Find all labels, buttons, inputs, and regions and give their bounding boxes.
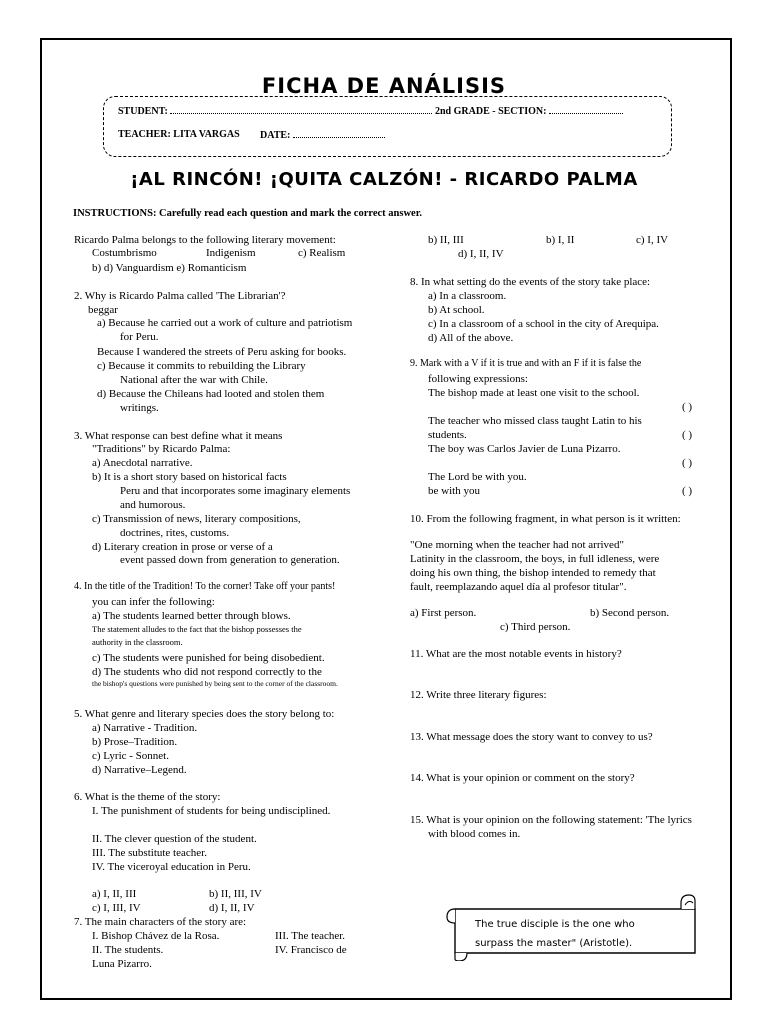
q3-option-d-cont: event passed down from generation to generation. [120,554,340,566]
q1-stem: Ricardo Palma belongs to the following literary movement: [74,234,336,246]
q7-stem: 7. The main characters of the story are: [74,916,247,928]
q15-stem-cont: with blood comes in. [428,828,521,840]
q5-option-d[interactable]: d) Narrative–Legend. [92,764,187,776]
q1-option-e[interactable]: d) I, II, IV [458,248,504,260]
q1-options-line: b) d) Vanguardism e) Romanticism [92,262,247,274]
q2-option-d[interactable]: d) Because the Chileans had looted and stolen them [97,388,325,400]
q7-item-iii: III. The teacher. [275,930,346,942]
q14-stem: 14. What is your opinion or comment on the story? [410,772,635,784]
q4-option-a[interactable]: a) The students learned better through blows. [92,610,291,622]
q9-stem: 9. Mark with a V if it is true and with an F if it is false the [410,358,642,369]
page-title: FICHA DE ANÁLISIS [261,74,507,98]
q10-stem: 10. From the following fragment, in what person is it written: [410,513,681,525]
date-field[interactable] [293,129,385,138]
q6-option-d[interactable]: d) I, II, IV [209,902,255,914]
quote-scroll [445,893,710,961]
q4-option-d-cont: the bishop's questions were punished by being sent to the corner of the classroom. [92,679,338,688]
q1-option-indigenism: Indigenism [206,247,256,259]
section-field[interactable] [549,105,623,114]
q2-option-b[interactable]: Because I wandered the streets of Peru asking for books. [97,346,347,358]
q4-option-d[interactable]: d) The students who did not respond correctly to the [92,666,322,678]
q10-quote-line4: fault, reemplazando aquel día al profesor titular". [410,581,627,593]
q2-option-d-cont: writings. [120,402,159,414]
q10-quote-line1: "One morning when the teacher had not arrived" [410,539,624,551]
q6-option-c[interactable]: c) I, III, IV [92,902,141,914]
q10-option-a[interactable]: a) First person. [410,607,477,619]
q9-answer-1[interactable]: ( ) [682,401,693,413]
q8-option-d[interactable]: d) All of the above. [428,332,514,344]
teacher-label: TEACHER: LITA VARGAS [118,129,240,140]
q2-option-c-cont: National after the war with Chile. [120,374,268,386]
q5-option-b[interactable]: b) Prose–Tradition. [92,736,178,748]
q3-option-b-cont: Peru and that incorporates some imaginary elements [120,485,351,497]
q9-statement-4: The Lord be with you. [428,471,527,483]
q5-option-c[interactable]: c) Lyric - Sonnet. [92,750,169,762]
q2-option-a-cont: for Peru. [120,331,159,343]
q5-stem: 5. What genre and literary species does the story belong to: [74,708,335,720]
q5-option-a[interactable]: a) Narrative - Tradition. [92,722,198,734]
student-label: STUDENT: [118,106,168,117]
q1-option-realism: c) Realism [298,247,346,259]
q10-option-c[interactable]: c) Third person. [500,621,571,633]
q1-option-b[interactable]: b) II, III [428,234,464,246]
q1-option-costumbrismo: Costumbrismo [92,247,157,259]
q6-stem: 6. What is the theme of the story: [74,791,221,803]
q12-stem: 12. Write three literary figures: [410,689,547,701]
q9-answer-3[interactable]: ( ) [682,457,693,469]
q3-stem-cont: "Traditions" by Ricardo Palma: [92,443,231,455]
q4-stem: 4. In the title of the Tradition! To the corner! Take off your pants! [74,581,336,592]
q4-option-c[interactable]: c) The students were punished for being disobedient. [92,652,325,664]
q2-stem: 2. Why is Ricardo Palma called 'The Librarian'? [74,290,286,302]
q3-option-c[interactable]: c) Transmission of news, literary compositions, [92,513,301,525]
q10-quote-line3: doing his own thing, the bishop intended to remedy that [410,567,656,579]
q8-option-b[interactable]: b) At school. [428,304,485,316]
q2-option-a[interactable]: a) Because he carried out a work of culture and patriotism [97,317,353,329]
q9-statement-1: The bishop made at least one visit to the school. [428,387,640,399]
q9-statement-4-cont: be with you [428,485,480,497]
q11-stem: 11. What are the most notable events in history? [410,648,622,660]
q10-option-b[interactable]: b) Second person. [590,607,670,619]
student-info-box [103,96,672,157]
student-name-field[interactable] [170,105,432,114]
q9-answer-2[interactable]: ( ) [682,429,693,441]
story-title: ¡AL RINCÓN! ¡QUITA CALZÓN! - RICARDO PALMA [130,169,638,190]
q7-item-i: I. Bishop Chávez de la Rosa. [92,930,220,942]
q3-option-c-cont: doctrines, rites, customs. [120,527,230,539]
q3-option-d[interactable]: d) Literary creation in prose or verse of a [92,541,273,553]
quote-line-1: The true disciple is the one who [475,919,635,930]
q13-stem: 13. What message does the story want to convey to us? [410,731,653,743]
q4-option-b[interactable]: The statement alludes to the fact that the bishop possesses the [92,624,302,634]
q3-stem: 3. What response can best define what it means [74,430,283,442]
grade-label: 2nd GRADE - SECTION: [435,106,547,117]
quote-line-2: surpass the master" (Aristotle). [475,938,633,949]
q9-statement-2-cont: students. [428,429,467,441]
date-label: DATE: [260,130,291,141]
q7-item-iv: IV. Francisco de [275,944,347,956]
instructions: INSTRUCTIONS: Carefully read each question and mark the correct answer. [73,208,423,219]
q6-item-iii: III. The substitute teacher. [92,847,207,859]
q1-option-c[interactable]: b) I, II [546,234,575,246]
q6-option-b[interactable]: b) II, III, IV [209,888,262,900]
q4-stem-cont: you can infer the following: [92,596,215,608]
q8-option-a[interactable]: a) In a classroom. [428,290,507,302]
q8-stem: 8. In what setting do the events of the story take place: [410,276,651,288]
q3-option-b-cont2: and humorous. [120,499,186,511]
q6-option-a[interactable]: a) I, II, III [92,888,137,900]
q10-quote-line2: Latinity in the classroom, the boys, in full idleness, were [410,553,660,565]
q9-stem-cont: following expressions: [428,373,528,385]
q6-item-iv: IV. The viceroyal education in Peru. [92,861,251,873]
q4-option-b-cont: authority in the classroom. [92,637,183,647]
q8-option-c[interactable]: c) In a classroom of a school in the city of Arequipa. [428,318,659,330]
q6-item-ii: II. The clever question of the student. [92,833,257,845]
q2-option-c[interactable]: c) Because it commits to rebuilding the Library [97,360,306,372]
q3-option-b[interactable]: b) It is a short story based on historical facts [92,471,287,483]
q9-statement-3: The boy was Carlos Javier de Luna Pizarro. [428,443,621,455]
q15-stem: 15. What is your opinion on the following statement: 'The lyrics [410,814,692,826]
q1-option-d[interactable]: c) I, IV [636,234,669,246]
q6-item-i: I. The punishment of students for being undisciplined. [92,805,331,817]
q9-statement-2: The teacher who missed class taught Latin to his [428,415,642,427]
q7-item-ii: II. The students. [92,944,164,956]
q7-item-iv-cont: Luna Pizarro. [92,958,152,970]
q9-answer-4[interactable]: ( ) [682,485,693,497]
q3-option-a[interactable]: a) Anecdotal narrative. [92,457,193,469]
q2-stem-cont: beggar [88,304,118,316]
